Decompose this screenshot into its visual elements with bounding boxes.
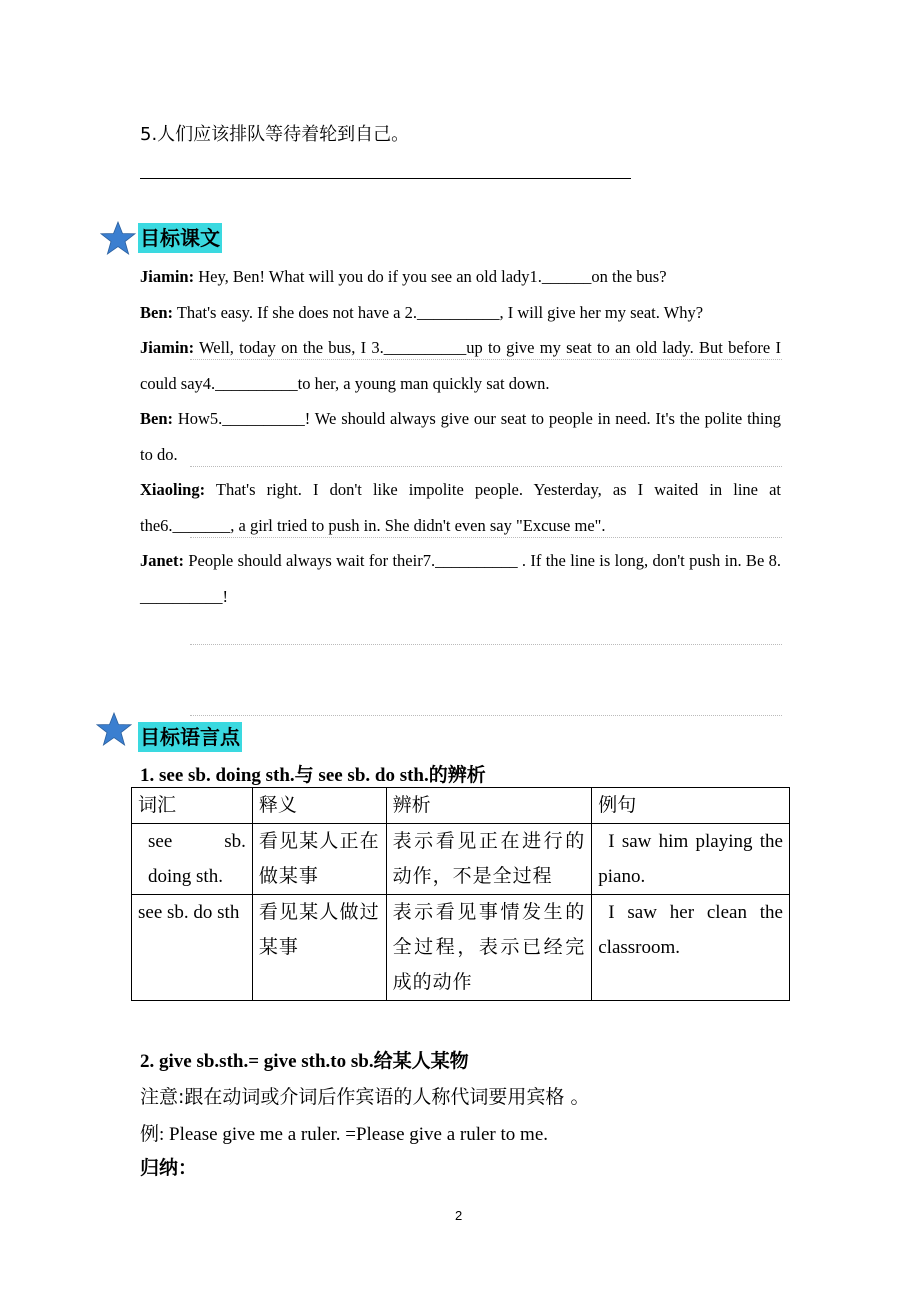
dialogue-line [140,330,781,401]
divider [190,359,782,360]
table-header: 辨析 [386,788,592,824]
table-cell: 看见某人正在做某事 [252,824,386,895]
dialogue-line [140,295,781,331]
dialogue-text: People should always wait for their7.__________ . If the line is long, don't push in. Be 8. __________! [140,551,781,606]
point-1-title: 1. see sb. doing sth.与 see sb. do sth.的辨析 [140,765,486,786]
section-heading-text: 目标课文 [138,223,222,253]
dialogue-line [140,472,781,543]
table-header: 例句 [592,788,790,824]
point-2-title: 2. give sb.sth.= give sth.to sb.给某人某物 [140,1051,469,1072]
speaker-name: Xiaoling: [140,480,206,499]
table-header-row [132,788,790,824]
table-header: 词汇 [132,788,253,824]
page-number: 2 [455,1208,463,1223]
divider [190,715,782,716]
exercise-question-5: 5.人们应该排队等待着轮到自己。 [140,124,410,145]
table-row [132,895,790,1001]
dialogue-text: That's right. I don't like impolite people. Yesterday, as I waited in line at the6._______, a girl tried to push in. She didn't even say "Excuse me". [140,480,781,535]
answer-line [140,178,631,179]
table-cell: I saw her clean the classroom. [592,895,790,1001]
speaker-name: Jiamin: [140,338,195,357]
section-heading-points: 目标语言点 [138,722,242,752]
comparison-table [131,787,790,1001]
speaker-name: Janet: [140,551,184,570]
table-cell: 表示看见事情发生的全过程，表示已经完成的动作 [386,895,592,1001]
table-cell: see sb. doing sth. [132,824,253,895]
table-cell: 表示看见正在进行的动作，不是全过程 [386,824,592,895]
divider [190,537,782,538]
table-cell: see sb. do sth [132,895,253,1001]
dialogue-text: How5.__________! We should always give our seat to people in need. It's the polite thing to do. [140,409,781,464]
dialogue [140,259,781,614]
speaker-name: Ben: [140,302,173,322]
table-cell: I saw him playing the piano. [592,824,790,895]
star-icon [100,221,136,255]
example-text: 例: Please give me a ruler. =Please give a ruler to me. [140,1124,548,1145]
dialogue-text: Hey, Ben! What will you do if you see an old lady1.______on the bus? [194,267,667,286]
speaker-name: Jiamin: [140,267,195,286]
divider [190,644,782,645]
table-cell: 看见某人做过某事 [252,895,386,1001]
dialogue-text: Well, today on the bus, I 3.__________up to give my seat to an old lady. But before I could say4.__________to her, a young man quickly sat down. [140,338,781,393]
table-row [132,824,790,895]
dialogue-line [140,543,781,614]
note-text: 注意:跟在动词或介词后作宾语的人称代词要用宾格 。 [140,1086,590,1108]
dialogue-text: That's easy. If she does not have a 2.__________, I will give her my seat. Why? [173,302,704,322]
dialogue-line [140,259,781,295]
star-icon [96,712,132,746]
table-header: 释义 [252,788,386,824]
summary-label: 归纳： [140,1157,198,1179]
divider [190,466,782,467]
dialogue-line [140,401,781,472]
speaker-name: Ben: [140,409,173,428]
